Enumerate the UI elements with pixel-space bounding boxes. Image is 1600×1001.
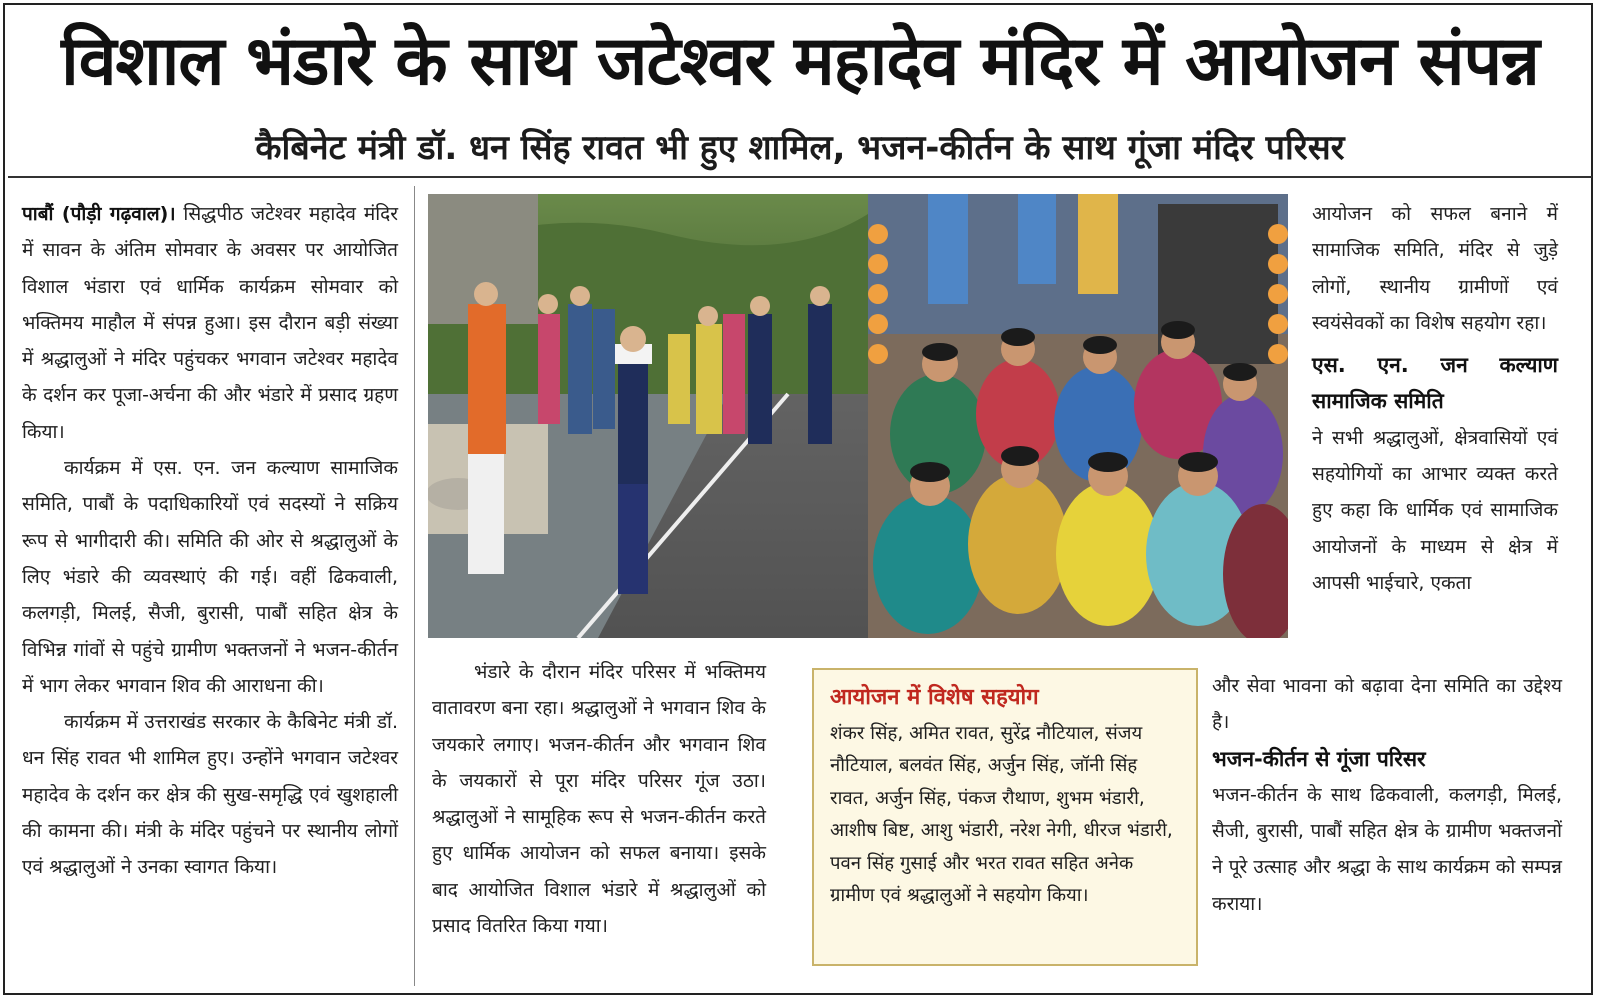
- right-para-2a: ने सभी श्रद्धालुओं, क्षेत्रवासियों एवं सहयोगियों का आभार व्यक्त करते हुए कहा कि धार्मिक एवं सामाजिक आयोजनों के माध्यम से क्षेत्र में आपसी भाईचारे, एकता: [1312, 426, 1558, 594]
- right-subhead-2: भजन-कीर्तन से गूंजा परिसर: [1212, 746, 1426, 771]
- subheadline: कैबिनेट मंत्री डॉ. धन सिंह रावत भी हुए शामिल, भजन-कीर्तन के साथ गूंजा मंदिर परिसर: [255, 128, 1345, 168]
- right-column-upper: [1312, 196, 1558, 601]
- special-support-title: आयोजन में विशेष सहयोग: [830, 685, 1039, 710]
- right-para-2b: और सेवा भावना को बढ़ावा देना समिति का उद्देश्य है।: [1212, 675, 1562, 734]
- right-para-1: आयोजन को सफल बनाने में सामाजिक समिति, मंदिर से जुड़े लोगों, स्थानीय ग्रामीणों एवं स्वयंसेवकों का विशेष सहयोग रहा।: [1312, 203, 1558, 334]
- left-para-1: सिद्धपीठ जटेश्वर महादेव मंदिर में सावन के अंतिम सोमवार के अवसर पर आयोजित विशाल भंडारा एवं धार्मिक कार्यक्रम सोमवार को भक्तिमय माहौल में संपन्न हुआ। इस दौरान बड़ी संख्या में श्रद्धालुओं ने मंदिर पहुंचकर भगवान जटेश्वर महादेव के दर्शन कर पूजा-अर्चना की और भंडारे में प्रसाद ग्रहण किया।: [22, 203, 399, 443]
- right-subhead-1: एस. एन. जन कल्याण सामाजिक समिति: [1312, 353, 1558, 414]
- special-support-box: [812, 668, 1198, 966]
- left-para-2: कार्यक्रम में एस. एन. जन कल्याण सामाजिक समिति, पाबौं के पदाधिकारियों एवं सदस्यों ने सक्रिय रूप से भागीदारी की। समिति की ओर से श्रद्धालुओं के लिए भंडारे की व्यवस्थाएं की गई। वहीं ढिकवाली, कलगड़ी, मिलई, सैजी, बुरासी, पाबौं सहित क्षेत्र के विभिन्न गांवों से पहुंचे ग्रामीण भक्तजनों ने भजन-कीर्तन में भाग लेकर भगवान शिव की आराधना की।: [22, 457, 398, 697]
- middle-para-1: भंडारे के दौरान मंदिर परिसर में भक्तिमय वातावरण बना रहा। श्रद्धालुओं ने भगवान शिव के जयकारे लगाए। भजन-कीर्तन और भगवान शिव के जयकारों से पूरा मंदिर परिसर गूंज उठा। श्रद्धालुओं ने सामूहिक रूप से भजन-कीर्तन करते हुए धार्मिक आयोजन को सफल बनाया। इसके बाद आयोजित विशाल भंडारे में श्रद्धालुओं को प्रसाद वितरित किया गया।: [432, 661, 766, 938]
- dateline: पाबौं (पौड़ी गढ़वाल)।: [22, 203, 176, 225]
- headline: विशाल भंडारे के साथ जटेश्वर महादेव मंदिर में आयोजन संपन्न: [61, 22, 1539, 101]
- bhandara-photo: [428, 194, 868, 638]
- left-column: [22, 196, 398, 886]
- right-column-lower: [1212, 668, 1562, 922]
- right-para-3: भजन-कीर्तन के साथ ढिकवाली, कलगड़ी, मिलई, सैजी, बुरासी, पाबौं सहित क्षेत्र के ग्रामीण भक्तजनों ने पूरे उत्साह और श्रद्धा के साथ कार्यक्रम को सम्पन्न कराया।: [1212, 783, 1562, 915]
- divider-rule: [8, 176, 1592, 178]
- bhajan-kirtan-photo: [868, 194, 1288, 638]
- column-separator: [414, 186, 415, 986]
- left-para-3: कार्यक्रम में उत्तराखंड सरकार के कैबिनेट मंत्री डॉ. धन सिंह रावत भी शामिल हुए। उन्होंने भगवान जटेश्वर महादेव के दर्शन कर क्षेत्र की सुख-समृद्धि एवं खुशहाली की कामना की। मंत्री के मंदिर पहुंचने पर स्थानीय लोगों एवं श्रद्धालुओं ने उनका स्वागत किया।: [22, 711, 398, 879]
- special-support-text: शंकर सिंह, अमित रावत, सुरेंद्र नौटियाल, संजय नौटियाल, बलवंत सिंह, अर्जुन सिंह, जॉनी सिंह रावत, अर्जुन सिंह, पंकज रौथाण, शुभम भंडारी, आशीष बिष्ट, आशु भंडारी, नरेश नेगी, धीरज भंडारी, पवन सिंह गुसाई और भरत रावत सहित अनेक ग्रामीण एवं श्रद्धालुओं ने सहयोग किया।: [830, 723, 1173, 907]
- middle-column: [432, 654, 766, 944]
